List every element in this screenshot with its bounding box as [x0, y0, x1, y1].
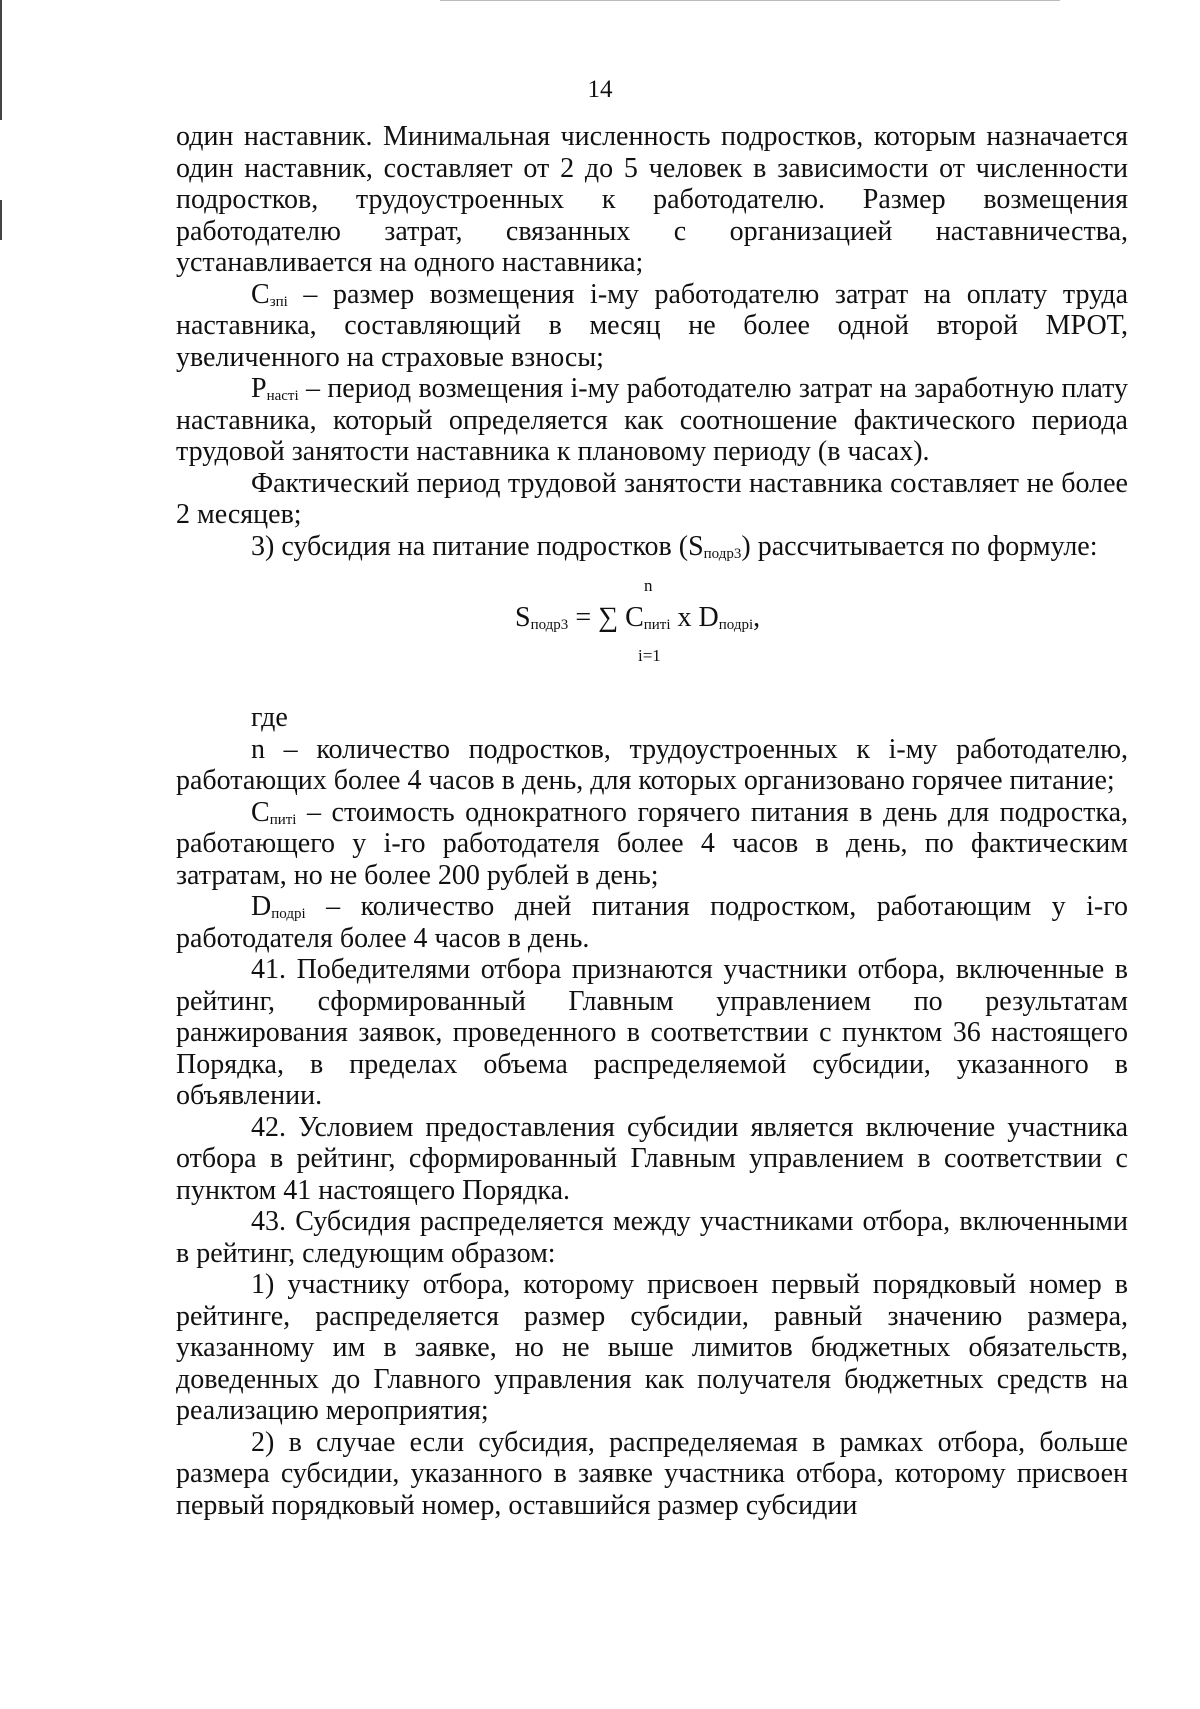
scan-edge-line	[0, 200, 2, 240]
scan-top-line	[440, 0, 1060, 1]
paragraph: n – количество подростков, трудоустроенных к i-му работодателю, работающих более 4 часов в день, для которых организовано горячее питание;	[176, 733, 1128, 796]
formula-symbol: x D	[670, 602, 719, 633]
paragraph-text: – период возмещения i-му работодателю затрат на заработную плату наставника, который определяется как соотношение фактического периода трудовой занятости наставника к плановому периоду (в часах).	[176, 373, 1128, 467]
paragraph	[176, 891, 1128, 954]
page-number: 14	[587, 76, 613, 103]
sum-lower-limit: i=1	[638, 646, 661, 665]
paragraph	[176, 279, 1128, 374]
formula-subscript: подрi	[718, 617, 754, 633]
variable-subscript: подрi	[271, 906, 306, 922]
formula-symbol: S	[515, 602, 531, 633]
paragraph-text: ) рассчитывается по формуле:	[741, 530, 1098, 562]
paragraph: 43. Субсидия распределяется между участниками отбора, включенными в рейтинг, следующим образом:	[176, 1206, 1128, 1269]
variable-subscript: питi	[269, 811, 297, 828]
sum-upper-limit: n	[644, 576, 653, 595]
formula-subscript: подр3	[530, 617, 569, 633]
variable-subscript: подр3	[703, 545, 742, 562]
paragraph: 1) участнику отбора, которому присвоен первый порядковый номер в рейтинге, распределяется размер субсидии, равный значению размера, указанному им в заявке, но не выше лимитов бюджетных обязательств, доведенных до Главного управления как получателя бюджетных средств на реализацию мероприятия;	[176, 1269, 1128, 1426]
paragraph	[176, 373, 1128, 468]
paragraph-text: – размер возмещения i-му работодателю затрат на оплату труда наставника, составляющий в месяц не более одной второй МРОТ, увеличенного на страховые взносы;	[176, 278, 1128, 373]
paragraph-text: 3) субсидия на питание подростков (S	[251, 530, 704, 562]
document-body	[176, 121, 1128, 1521]
variable-symbol: D	[251, 891, 272, 922]
paragraph: 42. Условием предоставления субсидии является включение участника отбора в рейтинг, сформированный Главным управлением в соответствии с пунктом 41 настоящего Порядка.	[176, 1111, 1128, 1206]
paragraph: один наставник. Минимальная численность подростков, которым назначается один наставник, составляет от 2 до 5 человек в зависимости от численности подростков, трудоустроенных к работодателю. Размер возмещения работодателю затрат, связанных с организацией наставничества, устанавливается на одного наставника;	[176, 121, 1128, 278]
formula-symbol: = ∑ C	[568, 602, 644, 633]
formula-expression	[515, 602, 760, 634]
variable-symbol: C	[251, 278, 270, 310]
paragraph-text: – стоимость однократного горячего питания в день для подростка, работающего у i-го работодателя более 4 часов в день, по фактическим затратам, но не более 200 рублей в день;	[176, 796, 1128, 891]
paragraph: где	[251, 702, 288, 733]
paragraph: 2) в случае если субсидия, распределяемая в рамках отбора, больше размера субсидии, указанного в заявке участника отбора, которому присвоен первый порядковый номер, оставшийся размер субсидии	[176, 1426, 1128, 1521]
formula-symbol: ,	[753, 602, 761, 633]
variable-subscript: зпi	[269, 293, 288, 310]
paragraph: 41. Победителями отбора признаются участники отбора, включенные в рейтинг, сформированный Главным управлением по результатам ранжирования заявок, проведенного в соответствии с пунктом 36 настоящего Порядка, в пределах объема распределяемой субсидии, указанного в объявлении.	[176, 954, 1128, 1111]
paragraph	[176, 531, 1128, 563]
paragraph	[176, 797, 1128, 892]
formula-subscript: питi	[643, 617, 671, 633]
variable-symbol: P	[251, 373, 267, 404]
paragraph-text: – количество дней питания подростком, работающим у i-го работодателя более 4 часов в день.	[176, 891, 1128, 954]
variable-subscript: настi	[266, 388, 299, 404]
paragraph: Фактический период трудовой занятости наставника составляет не более 2 месяцев;	[176, 467, 1128, 530]
formula	[176, 562, 1128, 674]
variable-symbol: C	[251, 796, 270, 828]
